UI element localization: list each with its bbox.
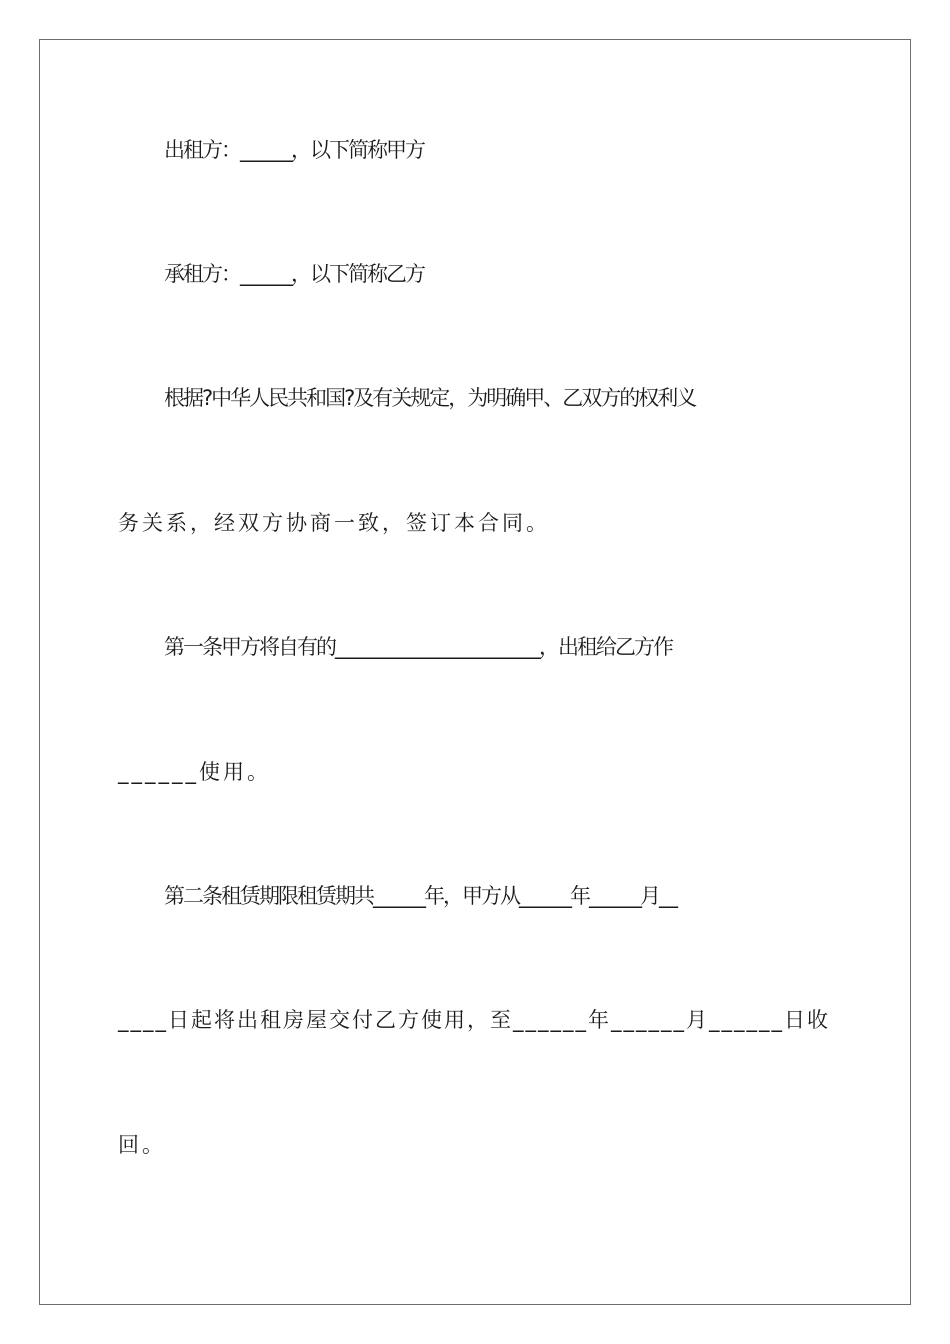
article2-line-2: ____日起将出租房屋交付乙方使用，至______年______月______日收 — [118, 1008, 830, 1032]
article2-line-3: 回。 — [118, 1133, 166, 1157]
article1-line-1: 第一条甲方将自有的________________________，出租给乙方作 — [164, 635, 672, 659]
lessee-line: 承租方：______，以下简称乙方 — [164, 262, 424, 286]
article1-line-2: ______使用。 — [118, 760, 271, 784]
lessor-line: 出租方：______，以下简称甲方 — [164, 138, 424, 162]
page-frame — [39, 39, 911, 1305]
preamble-line-1: 根据?中华人民共和国?及有关规定，为明确甲、乙双方的权利义 — [164, 386, 696, 410]
article2-line-1: 第二条租赁期限租赁期共______年，甲方从______年______月__ — [164, 884, 676, 908]
preamble-line-2: 务关系，经双方协商一致，签订本合同。 — [118, 511, 550, 535]
